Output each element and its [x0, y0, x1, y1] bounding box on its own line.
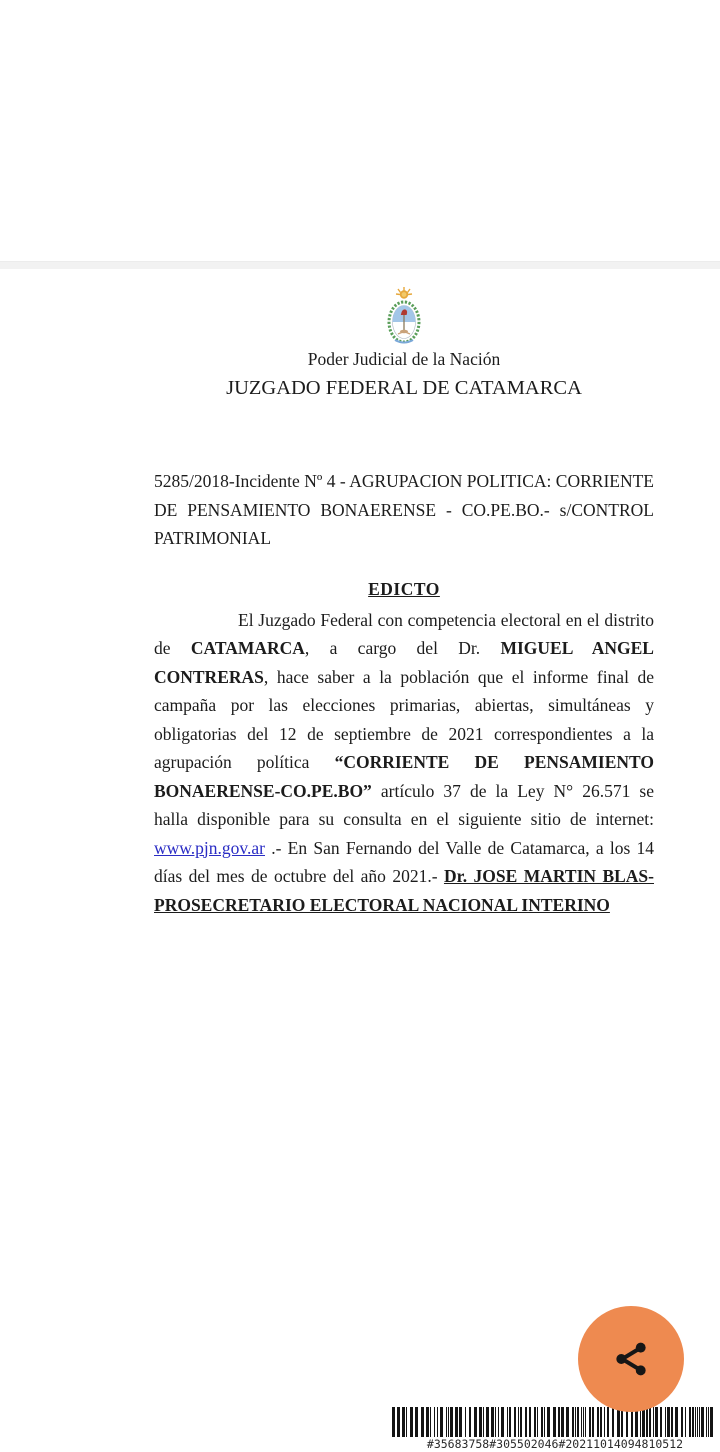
barcode-bar	[681, 1407, 683, 1437]
barcode-bar	[572, 1407, 574, 1437]
edict-title: EDICTO	[368, 578, 440, 599]
argentina-coat-of-arms-icon	[382, 286, 426, 346]
barcode-bar	[553, 1407, 556, 1437]
barcode-bar	[708, 1407, 709, 1437]
coat-of-arms-wrap	[154, 286, 654, 346]
barcode-bar	[612, 1407, 614, 1437]
text-segment: “CORRIENTE DE PENSAMIENTO BONAERENSE-CO.PE.BO”	[154, 752, 654, 801]
barcode-bar	[695, 1407, 696, 1437]
barcode-bar	[544, 1407, 545, 1437]
case-caption: 5285/2018-Incidente Nº 4 - AGRUPACION POLITICA: CORRIENTE DE PENSAMIENTO BONAERENSE - CO.PE.BO.- s/CONTROL PATRIMONIAL	[154, 471, 654, 548]
barcode-bar	[617, 1407, 620, 1437]
barcode-bar	[501, 1407, 504, 1437]
barcode-bar	[667, 1407, 670, 1437]
barcode-bar	[486, 1407, 489, 1437]
barcode-bar	[589, 1407, 591, 1437]
barcode-bar	[440, 1407, 443, 1437]
barcode-bar	[529, 1407, 531, 1437]
barcode-bar	[710, 1407, 713, 1437]
barcode-bar	[402, 1407, 405, 1437]
barcode-bar	[434, 1407, 435, 1437]
text-segment: Dr. JOSE MARTIN BLAS- PROSECRETARIO ELECTORAL NACIONAL INTERINO	[154, 866, 654, 915]
barcode-bar	[685, 1407, 686, 1437]
barcode-bar	[469, 1407, 471, 1437]
barcode-bar	[406, 1407, 407, 1437]
edict-body	[154, 606, 654, 920]
barcode-bar	[558, 1407, 560, 1437]
text-segment: .- En San Fernando del Valle de Catamarca, a los 14 días del mes de octubre del año 2021.-	[154, 837, 654, 886]
barcode-bar	[455, 1407, 458, 1437]
barcode-bar	[507, 1407, 508, 1437]
barcode-bar	[642, 1407, 645, 1437]
barcode-bar	[697, 1407, 698, 1437]
barcode-bar	[495, 1407, 496, 1437]
barcode-bar	[604, 1407, 605, 1437]
barcode-bar	[597, 1407, 599, 1437]
barcode-bar	[671, 1407, 673, 1437]
edict-document	[154, 286, 654, 919]
barcode-bar	[592, 1407, 594, 1437]
barcode-bar	[547, 1407, 550, 1437]
barcode-bar	[415, 1407, 418, 1437]
barcode-bar	[577, 1407, 579, 1437]
barcode-bar	[465, 1407, 466, 1437]
barcode-bar	[566, 1407, 569, 1437]
barcode-bar	[459, 1407, 462, 1437]
barcode-bar	[660, 1407, 662, 1437]
barcode-bar	[701, 1407, 704, 1437]
barcode-bar	[561, 1407, 564, 1437]
barcode-bar	[655, 1407, 658, 1437]
barcode-bar	[675, 1407, 678, 1437]
barcode-bar	[450, 1407, 453, 1437]
org-title: Poder Judicial de la Nación	[307, 349, 501, 369]
barcode-bar	[534, 1407, 536, 1437]
barcode-bar	[520, 1407, 522, 1437]
text-segment: , hace saber a la población que el informe final de campaña por las elecciones primarias, abiertas, simultáneas y obligatorias del 12 de septiembre de 2021 correspondientes a la agrupación política	[154, 666, 654, 772]
barcode-bar	[583, 1407, 584, 1437]
barcode-bar	[509, 1407, 511, 1437]
page-separator	[0, 261, 720, 269]
share-icon	[609, 1337, 653, 1381]
barcode-bar	[410, 1407, 413, 1437]
barcode-bar	[474, 1407, 477, 1437]
barcode-bar	[514, 1407, 516, 1437]
barcode-bar	[421, 1407, 424, 1437]
barcode-bar	[585, 1407, 586, 1437]
barcode-bar	[621, 1407, 623, 1437]
barcode-bar	[581, 1407, 582, 1437]
barcode-bar	[491, 1407, 494, 1437]
barcode-bar	[665, 1407, 666, 1437]
text-segment: , a cargo del Dr.	[304, 638, 501, 658]
text-segment: artículo 37 de la Ley N° 26.571 se halla disponible para su consulta en el siguiente sitio de internet:	[154, 780, 654, 829]
barcode-bar	[392, 1407, 395, 1437]
barcode-bar	[692, 1407, 694, 1437]
edict-title-row	[154, 579, 654, 600]
text-segment: El Juzgado Federal con competencia electoral en el distrito de	[154, 609, 654, 658]
barcode-bars	[392, 1407, 718, 1437]
barcode-bar	[448, 1407, 449, 1437]
barcode-bar	[397, 1407, 400, 1437]
barcode-bar	[446, 1407, 447, 1437]
barcode-bar	[575, 1407, 576, 1437]
barcode-bar	[537, 1407, 538, 1437]
text-segment: CATAMARCA	[190, 638, 305, 658]
barcode-bar	[640, 1407, 641, 1437]
barcode-bar	[646, 1407, 648, 1437]
barcode-bar	[426, 1407, 429, 1437]
barcode-bar	[479, 1407, 482, 1437]
text-segment: MIGUEL ANGEL CONTRERAS	[154, 638, 654, 687]
barcode-bar	[653, 1407, 654, 1437]
barcode-value: #35683758#305502046#20211014094810512	[426, 1437, 684, 1451]
barcode-bar	[525, 1407, 527, 1437]
barcode-bar	[600, 1407, 602, 1437]
barcode-bar	[607, 1407, 609, 1437]
barcode-bar	[518, 1407, 519, 1437]
barcode-bar	[699, 1407, 700, 1437]
barcode-bar	[689, 1407, 691, 1437]
share-button[interactable]	[578, 1306, 684, 1412]
court-title: JUZGADO FEDERAL DE CATAMARCA	[226, 377, 582, 399]
barcode-bar	[437, 1407, 438, 1437]
barcode-bar	[430, 1407, 431, 1437]
barcode-bar	[541, 1407, 543, 1437]
barcode-bar	[649, 1407, 651, 1437]
pjn-link[interactable]: www.pjn.gov.ar	[154, 837, 265, 858]
barcode-bar	[706, 1407, 707, 1437]
barcode-bar	[498, 1407, 499, 1437]
barcode-bar	[483, 1407, 484, 1437]
